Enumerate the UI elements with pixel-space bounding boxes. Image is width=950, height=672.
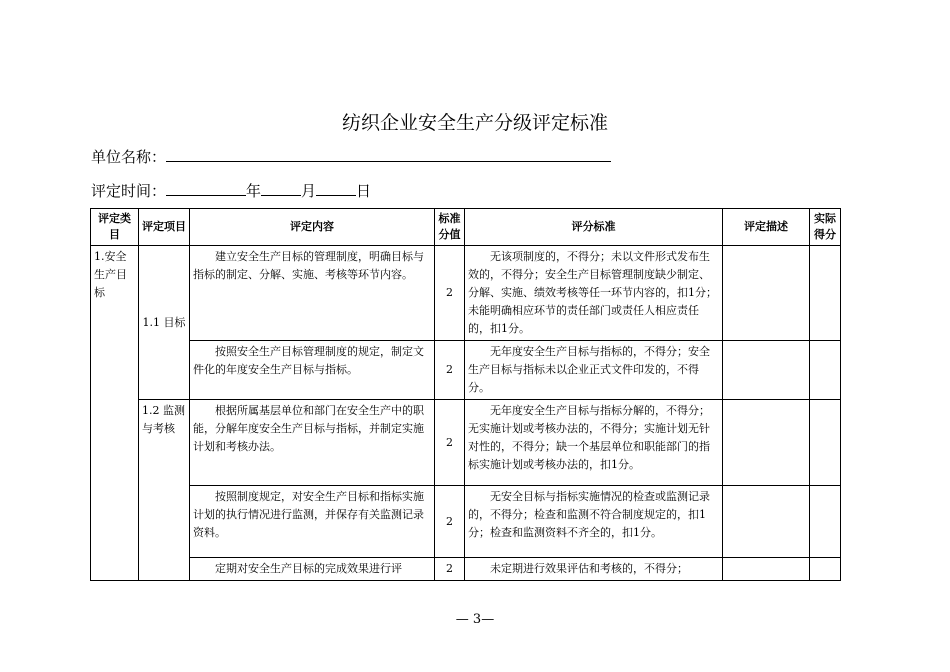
content-cell: 定期对安全生产目标的完成效果进行评 <box>190 558 435 581</box>
month-label: 月 <box>301 182 317 200</box>
description-cell <box>723 341 810 400</box>
header-actual-score: 实际得分 <box>810 209 841 246</box>
item-cell: 1.1 目标 <box>139 246 190 400</box>
header-content: 评定内容 <box>190 209 435 246</box>
score-cell: 2 <box>435 246 465 341</box>
table-row <box>91 558 841 581</box>
description-cell <box>723 558 810 581</box>
content-cell: 根据所属基层单位和部门在安全生产中的职能，分解年度安全生产目标与指标，并制定实施计划和考核办法。 <box>190 400 435 486</box>
header-item: 评定项目 <box>139 209 190 246</box>
year-label: 年 <box>246 182 262 200</box>
header-category: 评定类目 <box>91 209 139 246</box>
score-cell: 2 <box>435 341 465 400</box>
actual-score-cell <box>810 246 841 341</box>
criteria-cell: 无年度安全生产目标与指标分解的，不得分；无实施计划或考核办法的，不得分；实施计划无针对性的，不得分；缺一个基层单位和职能部门的指标实施计划或考核办法的，扣1分。 <box>465 400 723 486</box>
content-cell: 按照安全生产目标管理制度的规定，制定文件化的年度安全生产目标与指标。 <box>190 341 435 400</box>
header-score: 标准分值 <box>435 209 465 246</box>
actual-score-cell <box>810 341 841 400</box>
item-cell: 1.2 监测与考核 <box>139 400 190 581</box>
unit-name-field <box>91 146 611 167</box>
evaluation-date-label: 评定时间： <box>91 182 167 200</box>
criteria-cell: 无安全目标与指标实施情况的检查或监测记录的，不得分；检查和监测不符合制度规定的，扣1分；检查和监测资料不齐全的，扣1分。 <box>465 486 723 558</box>
description-cell <box>723 400 810 486</box>
score-cell: 2 <box>435 558 465 581</box>
table-row <box>91 246 841 341</box>
day-label: 日 <box>356 182 372 200</box>
unit-name-blank <box>166 147 611 162</box>
header-criteria: 评分标准 <box>465 209 723 246</box>
criteria-cell: 未定期进行效果评估和考核的，不得分； <box>465 558 723 581</box>
score-cell: 2 <box>435 400 465 486</box>
table-row <box>91 400 841 486</box>
unit-name-label: 单位名称： <box>91 148 167 166</box>
table-row <box>91 486 841 558</box>
actual-score-cell <box>810 558 841 581</box>
actual-score-cell <box>810 486 841 558</box>
document-title: 纺织企业安全生产分级评定标准 <box>341 112 608 134</box>
header-description: 评定描述 <box>723 209 810 246</box>
content-cell: 建立安全生产目标的管理制度，明确目标与指标的制定、分解、实施、考核等环节内容。 <box>190 246 435 341</box>
score-cell: 2 <box>435 486 465 558</box>
actual-score-cell <box>810 400 841 486</box>
category-cell: 1.安全生产目标 <box>91 246 139 581</box>
evaluation-table <box>90 208 841 581</box>
criteria-cell: 无该项制度的，不得分；未以文件形式发布生效的，不得分；安全生产目标管理制度缺少制定、分解、实施、绩效考核等任一环节内容的，扣1分；未能明确相应环节的责任部门或责任人相应责任的，扣1分。 <box>465 246 723 341</box>
page-number: — 3— <box>455 612 495 627</box>
description-cell <box>723 246 810 341</box>
content-cell: 按照制度规定，对安全生产目标和指标实施计划的执行情况进行监测，并保存有关监测记录资料。 <box>190 486 435 558</box>
table-header-row <box>91 209 841 246</box>
month-blank <box>261 181 301 196</box>
table-row <box>91 341 841 400</box>
day-blank <box>316 181 356 196</box>
year-blank <box>166 181 246 196</box>
criteria-cell: 无年度安全生产目标与指标的，不得分；安全生产目标与指标未以企业正式文件印发的，不得分。 <box>465 341 723 400</box>
description-cell <box>723 486 810 558</box>
evaluation-date-field <box>91 180 371 201</box>
